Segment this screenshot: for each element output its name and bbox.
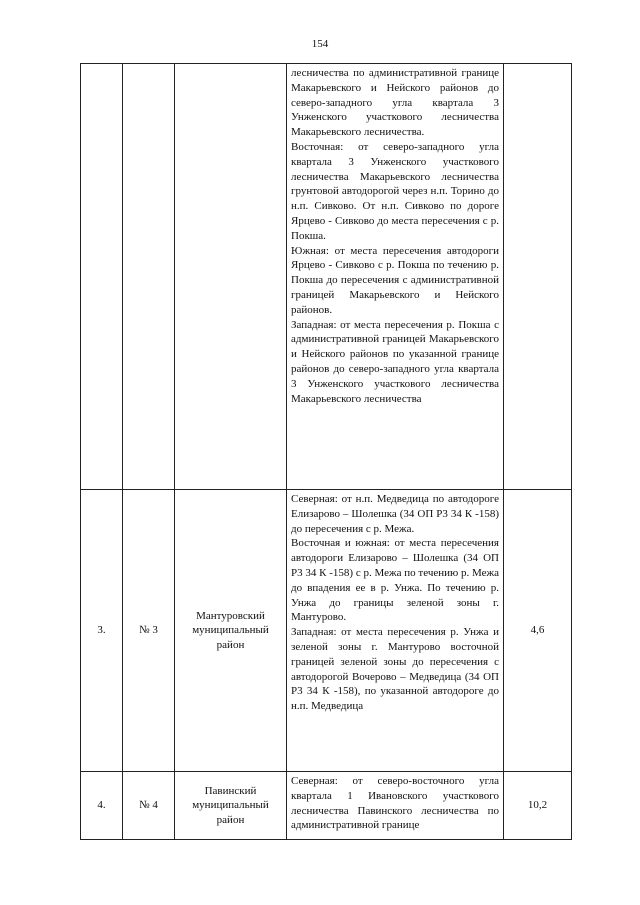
boundary-paragraph: Южная: от места пересечения автодороги Ярцево - Сивково с р. Покша по течению р. Покша до пересечения с административной границей Макарьевского и Нейского районов. — [291, 244, 499, 316]
row-number-cell: 3. — [81, 490, 123, 772]
zone-number-cell: № 3 — [123, 490, 175, 772]
district-cell: Мантуровский муниципальный район — [175, 490, 287, 772]
boundary-paragraph: Восточная и южная: от места пересечения автодороги Елизарово – Шолешка (34 ОП Р3 34 К -158) с р. Межа по течению р. Межа до впадения ее в р. Унжа. По течению р. Унжа до границы зеленой зоны г. Мантурово. — [291, 537, 499, 624]
district-cell: Павинский муниципальный район — [175, 772, 287, 840]
boundary-paragraph: лесничества по административной границе Макарьевского и Нейского районов до северо-западного угла квартала 3 Унженского участкового лесничества Макарьевского лесничества. — [291, 67, 499, 139]
boundary-paragraph: Северная: от н.п. Медведица по автодороге Елизарово – Шолешка (34 ОП Р3 34 К -158) до пересечения с р. Межа. — [291, 493, 499, 535]
boundary-paragraph: Северная: от северо-восточного угла квартала 1 Ивановского участкового лесничества Павинского лесничества по административной границе — [291, 775, 499, 832]
table-row — [81, 490, 572, 772]
page-number: 154 — [311, 38, 329, 50]
table-row — [81, 64, 572, 490]
row-number-cell — [81, 64, 123, 490]
zone-number-cell: № 4 — [123, 772, 175, 840]
boundary-description-cell — [287, 772, 504, 840]
boundary-description-cell — [287, 64, 504, 490]
area-cell — [504, 64, 572, 490]
area-cell: 4,6 — [504, 490, 572, 772]
boundaries-table — [80, 63, 572, 840]
zone-number-cell — [123, 64, 175, 490]
boundary-paragraph: Восточная: от северо-западного угла квартала 3 Унженского участкового лесничества Макарьевского лесничества грунтовой автодорогой через н.п. Торино до н.п. Сивково. От н.п. Сивково по дороге Ярцево - Сивково до места пересечения с р. Покша. — [291, 140, 499, 242]
boundary-description-cell — [287, 490, 504, 772]
row-number-cell: 4. — [81, 772, 123, 840]
area-cell: 10,2 — [504, 772, 572, 840]
boundary-paragraph: Западная: от места пересечения р. Покша с административной границей Макарьевского и Нейского районов по указанной границе районов до северо-западного угла квартала 3 Унженского участкового лесничества Макарьевского лесничества — [291, 318, 499, 405]
table-row — [81, 772, 572, 840]
boundary-paragraph: Западная: от места пересечения р. Унжа и зеленой зоны г. Мантурово восточной границей зеленой зоны до пересечения с автодорогой Вочерово – Медведица (34 ОП Р3 34 К -158), по указанной автодороге до н.п. Медведица — [291, 626, 499, 713]
district-cell — [175, 64, 287, 490]
